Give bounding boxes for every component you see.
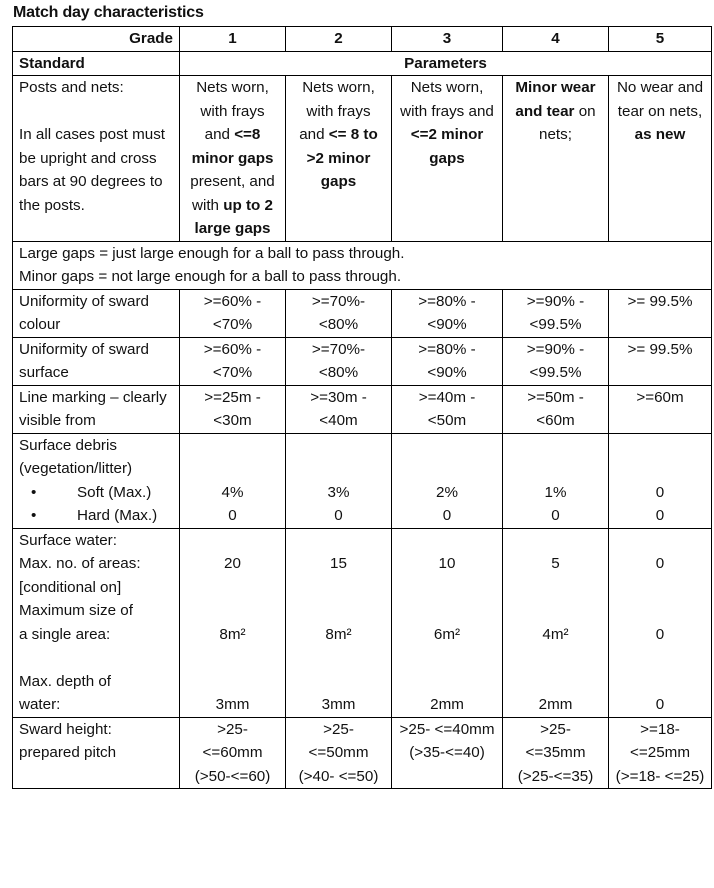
surface-grade-5: >= 99.5% [609,337,712,385]
gaps-note-row [13,241,712,289]
line-grade-5: >=60m [609,385,712,433]
surface-grade-4: >=90% - <99.5% [503,337,609,385]
surface-grade-2: >=70%- <80% [286,337,392,385]
parameters-label: Parameters [180,51,712,76]
posts-grade-4: Minor wear and tear on nets; [503,76,609,242]
posts-label: Posts and nets: [19,79,124,96]
debris-grade-5: 0 0 [609,433,712,528]
grade-3: 3 [392,27,503,52]
grade-label: Grade [13,27,180,52]
minor-gaps-note: Minor gaps = not large enough for a ball to pass through. [19,268,402,285]
height-grade-4: >25- <=35mm (>25-<=35) [503,717,609,789]
water-grade-2: 15 8m² 3mm [286,528,392,717]
grade-2: 2 [286,27,392,52]
height-grade-2: >25- <=50mm (>40- <=50) [286,717,392,789]
colour-grade-3: >=80% - <90% [392,289,503,337]
surface-grade-3: >=80% - <90% [392,337,503,385]
posts-grade-2: Nets worn, with frays and <= 8 to >2 minor gaps [286,76,392,242]
height-grade-3: >25- <=40mm (>35-<=40) [392,717,503,789]
characteristics-table [12,26,712,789]
posts-grade-3: Nets worn, with frays and <=2 minor gaps [392,76,503,242]
line-label: Line marking – clearly visible from [13,385,180,433]
colour-grade-4: >=90% - <99.5% [503,289,609,337]
debris-row [13,433,712,528]
colour-grade-1: >=60% - <70% [180,289,286,337]
debris-grade-4: 1% 0 [503,433,609,528]
colour-grade-2: >=70%- <80% [286,289,392,337]
standard-label: Standard [13,51,180,76]
debris-grade-2: 3% 0 [286,433,392,528]
colour-row [13,289,712,337]
grade-5: 5 [609,27,712,52]
grade-4: 4 [503,27,609,52]
colour-label: Uniformity of sward colour [13,289,180,337]
surface-row [13,337,712,385]
water-grade-4: 5 4m² 2mm [503,528,609,717]
height-grade-5: >=18- <=25mm (>=18- <=25) [609,717,712,789]
grade-1: 1 [180,27,286,52]
line-grade-4: >=50m - <60m [503,385,609,433]
posts-note: In all cases post must be upright and cross bars at 90 degrees to the posts. [19,126,166,214]
water-row [13,528,712,717]
water-grade-1: 20 8m² 3mm [180,528,286,717]
water-cell: Surface water: Max. no. of areas: [conditional on] Maximum size of a single area: Max. depth of water: [13,528,180,717]
soft-bullet: • [31,483,37,501]
colour-grade-5: >= 99.5% [609,289,712,337]
debris-cell [13,433,180,528]
line-grade-2: >=30m - <40m [286,385,392,433]
debris-grade-1: 4% 0 [180,433,286,528]
gaps-note [13,241,712,289]
grade-header-row [13,27,712,52]
surface-label: Uniformity of sward surface [13,337,180,385]
line-row [13,385,712,433]
surface-grade-1: >=60% - <70% [180,337,286,385]
posts-row [13,76,712,242]
debris-label: Surface debris (vegetation/litter) [19,436,133,477]
hard-label: Hard (Max.) [77,507,158,524]
standard-header-row [13,51,712,76]
height-label: Sward height: prepared pitch [13,717,180,789]
line-grade-3: >=40m - <50m [392,385,503,433]
water-grade-5: 0 0 0 [609,528,712,717]
height-row [13,717,712,789]
debris-grade-3: 2% 0 [392,433,503,528]
posts-grade-5: No wear and tear on nets, as new [609,76,712,242]
posts-grade-1: Nets worn, with frays and <=8 minor gaps present, and with up to 2 large gaps [180,76,286,242]
page-title: Match day characteristics [13,4,204,21]
large-gaps-note: Large gaps = just large enough for a ball to pass through. [19,244,405,262]
posts-cell [13,76,180,242]
water-grade-3: 10 6m² 2mm [392,528,503,717]
line-grade-1: >=25m - <30m [180,385,286,433]
soft-label: Soft (Max.) [77,483,152,501]
hard-bullet: • [31,507,37,524]
height-grade-1: >25- <=60mm (>50-<=60) [180,717,286,789]
